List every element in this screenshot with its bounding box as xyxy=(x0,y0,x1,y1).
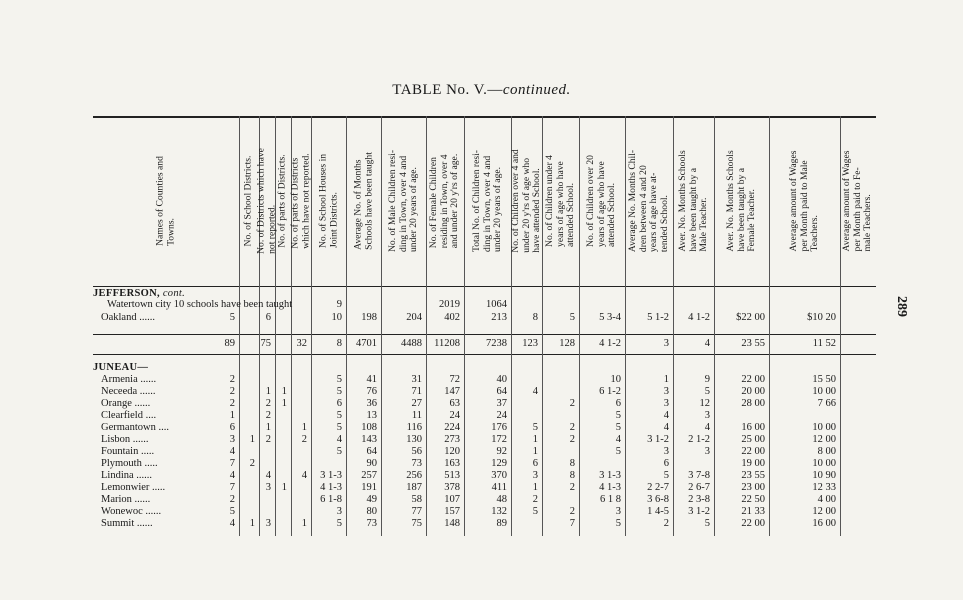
table-cell: 72 xyxy=(449,374,460,385)
table-row xyxy=(93,299,876,311)
column-header xyxy=(311,120,346,282)
table-cell: 5 xyxy=(229,312,235,323)
table-cell: 163 xyxy=(444,458,460,469)
table-cell: 5 xyxy=(336,374,342,385)
table-cell: 16 00 xyxy=(812,518,836,529)
table-cell: 89 xyxy=(496,518,507,529)
table-cell: 64 xyxy=(496,386,507,397)
town-name: Lemonwier ..... xyxy=(101,482,166,493)
table-cell: 4488 xyxy=(401,338,422,349)
table-row xyxy=(93,482,876,494)
table-cell: 16 00 xyxy=(741,422,765,433)
table-cell: 172 xyxy=(491,434,507,445)
table-cell: 143 xyxy=(361,434,377,445)
table-cell: 2 xyxy=(265,410,271,421)
table-cell: 5 xyxy=(336,422,342,433)
table-cell: 4701 xyxy=(356,338,377,349)
table-cell: 23 55 xyxy=(741,470,765,481)
statistics-table xyxy=(93,116,876,536)
column-header xyxy=(625,120,673,282)
table-cell: 4 xyxy=(663,422,669,433)
table-cell: 3 xyxy=(532,470,538,481)
table-cell: 8 xyxy=(569,470,575,481)
table-cell: 256 xyxy=(406,470,422,481)
table-row xyxy=(93,386,876,398)
table-cell: 6 xyxy=(336,398,342,409)
table-cell: 4 xyxy=(229,518,235,529)
table-cell: 2 xyxy=(265,434,271,445)
table-cell: 2 xyxy=(249,458,255,469)
column-header-text: No. of Children over 4 and under 20 y'rs of age who have attended School. xyxy=(509,149,542,253)
table-cell: 2 xyxy=(569,506,575,517)
table-cell: 76 xyxy=(366,386,377,397)
table-cell: 5 xyxy=(663,470,669,481)
table-cell: 80 xyxy=(366,506,377,517)
table-cell: 20 00 xyxy=(741,386,765,397)
table-cell: 7 66 xyxy=(817,398,836,409)
table-cell: 73 xyxy=(411,458,422,469)
column-header xyxy=(714,120,769,282)
column-header-text: Aver. No. Months Schools have been taught by a Female Teacher. xyxy=(724,150,757,252)
table-cell: 5 xyxy=(569,312,575,323)
table-cell: 5 xyxy=(615,446,621,457)
table-cell: 22 00 xyxy=(741,374,765,385)
table-cell: 5 xyxy=(615,410,621,421)
county-jefferson xyxy=(93,288,185,299)
table-cell: 90 xyxy=(366,458,377,469)
table-cell: 3 xyxy=(229,434,235,445)
table-cell: 6 1-8 xyxy=(320,494,342,505)
county-juneau: JUNEAU— xyxy=(93,362,149,373)
town-name: Plymouth ..... xyxy=(101,458,158,469)
column-header-text: No. of parts of Districts. xyxy=(276,154,288,248)
table-row xyxy=(93,422,876,434)
town-name: Orange ...... xyxy=(101,398,151,409)
table-cell: 5 xyxy=(615,518,621,529)
table-cell: 132 xyxy=(491,506,507,517)
table-cell: 5 xyxy=(336,446,342,457)
table-cell: 3 xyxy=(663,338,669,349)
table-cell: 10 xyxy=(331,312,342,323)
table-cell: 1 4-5 xyxy=(647,506,669,517)
table-cell: 4 xyxy=(229,446,235,457)
table-cell: 2 3-8 xyxy=(688,494,710,505)
table-cell: 32 xyxy=(296,338,307,349)
table-cell: 12 00 xyxy=(812,434,836,445)
table-cell: 56 xyxy=(411,446,422,457)
column-header-text: Aver. No. Months Schools have been taught by a Male Teacher. xyxy=(676,150,709,252)
table-row xyxy=(93,446,876,458)
table-row xyxy=(93,312,876,324)
table-cell: 120 xyxy=(444,446,460,457)
column-header-text: No. of Children under 4 years of age who have attended School. xyxy=(543,155,576,247)
table-cell: 3 xyxy=(663,446,669,457)
table-cell: 5 xyxy=(229,506,235,517)
column-header xyxy=(464,120,511,282)
table-cell: 2 xyxy=(265,398,271,409)
table-cell: 2 xyxy=(532,494,538,505)
column-header xyxy=(769,120,840,282)
table-cell: 176 xyxy=(491,422,507,433)
table-cell: 273 xyxy=(444,434,460,445)
table-cell: 7 xyxy=(229,458,235,469)
table-cell: 8 00 xyxy=(817,446,836,457)
table-cell: 31 xyxy=(411,374,422,385)
table-cell: 6 xyxy=(532,458,538,469)
table-cell: 4 xyxy=(704,338,710,349)
table-cell: 2 xyxy=(229,494,235,505)
table-cell: 5 xyxy=(615,422,621,433)
table-cell: 130 xyxy=(406,434,422,445)
table-cell: 213 xyxy=(491,312,507,323)
table-cell: 1 xyxy=(265,386,271,397)
table-cell: 75 xyxy=(411,518,422,529)
table-rule xyxy=(93,116,876,118)
table-cell: 2 xyxy=(569,422,575,433)
town-name: Germantown .... xyxy=(101,422,169,433)
table-cell: 10 00 xyxy=(812,386,836,397)
table-cell: 92 xyxy=(496,446,507,457)
town-name: Oakland ...... xyxy=(101,312,155,323)
table-cell: 129 xyxy=(491,458,507,469)
table-cell: 1 xyxy=(532,446,538,457)
table-cell: 71 xyxy=(411,386,422,397)
table-rule xyxy=(93,334,876,335)
table-rule xyxy=(93,286,876,287)
table-cell: 6 xyxy=(265,312,271,323)
table-cell: 4 xyxy=(265,470,271,481)
table-cell: 22 50 xyxy=(741,494,765,505)
table-cell: 21 33 xyxy=(741,506,765,517)
totals-row xyxy=(93,338,876,350)
table-cell: 10 90 xyxy=(812,470,836,481)
table-cell: 4 xyxy=(532,386,538,397)
table-cell: 3 xyxy=(704,446,710,457)
table-cell: 1 xyxy=(281,398,287,409)
column-header-text: No. of Districts which have not reported. xyxy=(255,148,277,254)
table-cell: 9 xyxy=(336,299,342,310)
column-header xyxy=(673,120,714,282)
table-cell: 4 xyxy=(229,470,235,481)
table-cell: 411 xyxy=(491,482,507,493)
town-name: Lindina ...... xyxy=(101,470,153,481)
table-cell: 4 xyxy=(615,434,621,445)
column-header-text: No. of Male Children resi- ding in Town, over 4 and under 20 years of age. xyxy=(386,149,419,253)
table-cell: 10 xyxy=(610,374,621,385)
town-name: Summit ...... xyxy=(101,518,153,529)
table-cell: 2 6-7 xyxy=(688,482,710,493)
table-cell: 3 7-8 xyxy=(688,470,710,481)
column-header-text: Average No. of Months Schools have been taught xyxy=(351,152,374,250)
table-cell: 41 xyxy=(366,374,377,385)
table-cell: 9 xyxy=(704,374,710,385)
table-cell: 4 1-2 xyxy=(688,312,710,323)
column-header xyxy=(511,120,542,282)
table-cell: 4 xyxy=(336,434,342,445)
table-cell: 10 00 xyxy=(812,422,836,433)
table-cell: 37 xyxy=(496,398,507,409)
table-cell: 107 xyxy=(444,494,460,505)
table-cell: 1 xyxy=(301,422,307,433)
table-cell: 1 xyxy=(249,518,255,529)
table-row xyxy=(93,434,876,446)
table-cell: 5 xyxy=(704,386,710,397)
table-cell: 147 xyxy=(444,386,460,397)
table-cell: 5 xyxy=(336,410,342,421)
column-header-text: No. of School Houses in Joint Districts. xyxy=(316,153,339,249)
town-name: Armenia ...... xyxy=(101,374,157,385)
table-cell: 2 xyxy=(229,374,235,385)
column-header-text: No. of Children over 20 years of age who have attended School. xyxy=(585,155,618,247)
table-cell: 22 00 xyxy=(741,518,765,529)
table-cell: 89 xyxy=(224,338,235,349)
table-cell: 73 xyxy=(366,518,377,529)
table-cell: 4 xyxy=(663,410,669,421)
table-cell: 191 xyxy=(361,482,377,493)
table-cell: 5 xyxy=(704,518,710,529)
table-cell: 11208 xyxy=(434,338,460,349)
table-cell: 7 xyxy=(229,482,235,493)
table-cell: 75 xyxy=(260,338,271,349)
table-cell: 12 33 xyxy=(812,482,836,493)
table-cell: 204 xyxy=(406,312,422,323)
column-header-text: Average amount of Wages per Month paid to Male Teachers. xyxy=(787,150,820,252)
watertown-note: Watertown city 10 schools have been taught xyxy=(107,299,293,310)
table-cell: 5 xyxy=(336,386,342,397)
table-cell: 23 00 xyxy=(741,482,765,493)
column-header-text: No. of School Districts. xyxy=(242,155,254,247)
table-cell: 198 xyxy=(361,312,377,323)
table-cell: 1 xyxy=(281,482,287,493)
table-cell: 5 xyxy=(336,518,342,529)
column-header xyxy=(93,120,239,282)
table-cell: 6 xyxy=(615,398,621,409)
table-cell: 3 xyxy=(615,506,621,517)
table-cell: 3 xyxy=(704,410,710,421)
table-row xyxy=(93,470,876,482)
table-cell: 23 55 xyxy=(741,338,765,349)
table-cell: 3 xyxy=(663,386,669,397)
table-cell: 2 xyxy=(229,386,235,397)
table-cell: 3 xyxy=(336,506,342,517)
table-row xyxy=(93,506,876,518)
table-cell: 48 xyxy=(496,494,507,505)
table-cell: 2 xyxy=(569,398,575,409)
table-cell: 2 xyxy=(663,518,669,529)
table-cell: 4 00 xyxy=(817,494,836,505)
table-cell: 1 xyxy=(249,434,255,445)
column-header xyxy=(579,120,625,282)
table-cell: 1064 xyxy=(486,299,507,310)
column-header xyxy=(381,120,426,282)
table-cell: 370 xyxy=(491,470,507,481)
table-row xyxy=(93,458,876,470)
table-cell: 12 xyxy=(699,398,710,409)
table-cell: 10 00 xyxy=(812,458,836,469)
town-name: Lisbon ...... xyxy=(101,434,149,445)
table-cell: 36 xyxy=(366,398,377,409)
table-cell: 148 xyxy=(444,518,460,529)
table-cell: 49 xyxy=(366,494,377,505)
table-cell: 378 xyxy=(444,482,460,493)
table-cell: 8 xyxy=(569,458,575,469)
table-cell: 6 xyxy=(229,422,235,433)
table-cell: 116 xyxy=(406,422,422,433)
table-row xyxy=(93,398,876,410)
table-cell: 63 xyxy=(449,398,460,409)
table-cell: 1 xyxy=(663,374,669,385)
table-row xyxy=(93,518,876,530)
column-header-text: No. of Female Children residing in Town, over 4 and under 20 y'rs of age. xyxy=(428,153,461,249)
town-name: Marion ...... xyxy=(101,494,151,505)
table-cell: 1 xyxy=(532,482,538,493)
table-cell: 5 3-4 xyxy=(599,312,621,323)
table-cell: $22 00 xyxy=(736,312,765,323)
table-cell: 3 xyxy=(663,398,669,409)
table-cell: 5 xyxy=(532,422,538,433)
table-cell: 4 1-3 xyxy=(599,482,621,493)
column-header-text: Average amount of Wages per Month paid to Fe- male Teachers. xyxy=(841,150,874,252)
table-cell: 2 1-2 xyxy=(688,434,710,445)
column-header xyxy=(346,120,381,282)
table-cell: 13 xyxy=(366,410,377,421)
town-name: Fountain ..... xyxy=(101,446,155,457)
table-cell: 15 50 xyxy=(812,374,836,385)
table-cell: 11 52 xyxy=(812,338,836,349)
table-cell: 3 xyxy=(265,518,271,529)
table-cell: 22 00 xyxy=(741,446,765,457)
table-cell: 1 xyxy=(265,422,271,433)
table-title: TABLE No. V.—continued. xyxy=(392,82,571,98)
column-header xyxy=(542,120,579,282)
table-cell: 58 xyxy=(411,494,422,505)
table-cell: 27 xyxy=(411,398,422,409)
table-cell: 5 1-2 xyxy=(647,312,669,323)
table-cell: 1 xyxy=(281,386,287,397)
table-cell: 3 1-3 xyxy=(320,470,342,481)
town-name: Wonewoc ...... xyxy=(101,506,162,517)
table-cell: 2019 xyxy=(439,299,460,310)
table-cell: 3 6-8 xyxy=(647,494,669,505)
column-header-text: Names of Counties and Towns. xyxy=(154,156,176,246)
table-cell: 1 xyxy=(301,518,307,529)
table-cell: 402 xyxy=(444,312,460,323)
table-cell: 6 1-2 xyxy=(599,386,621,397)
table-cell: 3 1-2 xyxy=(688,506,710,517)
table-row xyxy=(93,374,876,386)
table-cell: 64 xyxy=(366,446,377,457)
table-cell: 12 00 xyxy=(812,506,836,517)
column-header-text: Total No. of Children resi- ding in Town, over 4 and under 20 years of age. xyxy=(470,150,503,252)
table-row xyxy=(93,494,876,506)
table-cell: 6 xyxy=(663,458,669,469)
table-cell: $10 20 xyxy=(807,312,836,323)
table-cell: 6 1 8 xyxy=(600,494,621,505)
table-cell: 4 xyxy=(704,422,710,433)
table-rule xyxy=(93,354,876,355)
column-header xyxy=(255,120,277,282)
table-cell: 5 xyxy=(532,506,538,517)
table-cell: 108 xyxy=(361,422,377,433)
column-header xyxy=(840,120,876,282)
table-row xyxy=(93,410,876,422)
table-cell: 7 xyxy=(569,518,575,529)
table-cell: 513 xyxy=(444,470,460,481)
table-cell: 1 xyxy=(532,434,538,445)
table-cell: 77 xyxy=(411,506,422,517)
column-header xyxy=(291,120,311,282)
page-number: 289 xyxy=(894,296,909,317)
table-cell: 224 xyxy=(444,422,460,433)
table-cell: 123 xyxy=(522,338,538,349)
table-cell: 11 xyxy=(411,410,422,421)
table-cell: 3 1-3 xyxy=(599,470,621,481)
table-cell: 2 xyxy=(569,434,575,445)
table-cell: 28 00 xyxy=(741,398,765,409)
column-header-text: Average No. Months Chil- dren between 4 and 20 years of age have at- tended School. xyxy=(626,149,670,253)
table-cell: 25 00 xyxy=(741,434,765,445)
town-name: Clearfield .... xyxy=(101,410,157,421)
table-cell: 257 xyxy=(361,470,377,481)
table-cell: 24 xyxy=(496,410,507,421)
table-cell: 7238 xyxy=(486,338,507,349)
table-cell: 40 xyxy=(496,374,507,385)
table-cell: 24 xyxy=(449,410,460,421)
table-cell: 2 xyxy=(569,482,575,493)
column-header xyxy=(426,120,464,282)
table-cell: 2 xyxy=(229,398,235,409)
table-cell: 8 xyxy=(532,312,538,323)
table-cell: 2 2-7 xyxy=(647,482,669,493)
table-cell: 1 xyxy=(229,410,235,421)
column-header-text: No. of parts of Districts which have not reported. xyxy=(289,153,311,249)
table-cell: 3 1-2 xyxy=(647,434,669,445)
table-cell: 4 xyxy=(301,470,307,481)
table-cell: 187 xyxy=(406,482,422,493)
table-cell: 157 xyxy=(444,506,460,517)
table-cell: 19 00 xyxy=(741,458,765,469)
table-cell: 4 1-2 xyxy=(599,338,621,349)
table-cell: 128 xyxy=(559,338,575,349)
county-cont: cont. xyxy=(162,288,186,299)
table-cell: 8 xyxy=(336,338,342,349)
town-name: Neceeda ...... xyxy=(101,386,156,397)
county-name: JEFFERSON, xyxy=(93,288,163,299)
table-cell: 4 1-3 xyxy=(320,482,342,493)
table-cell: 2 xyxy=(301,434,307,445)
table-cell: 3 xyxy=(265,482,271,493)
